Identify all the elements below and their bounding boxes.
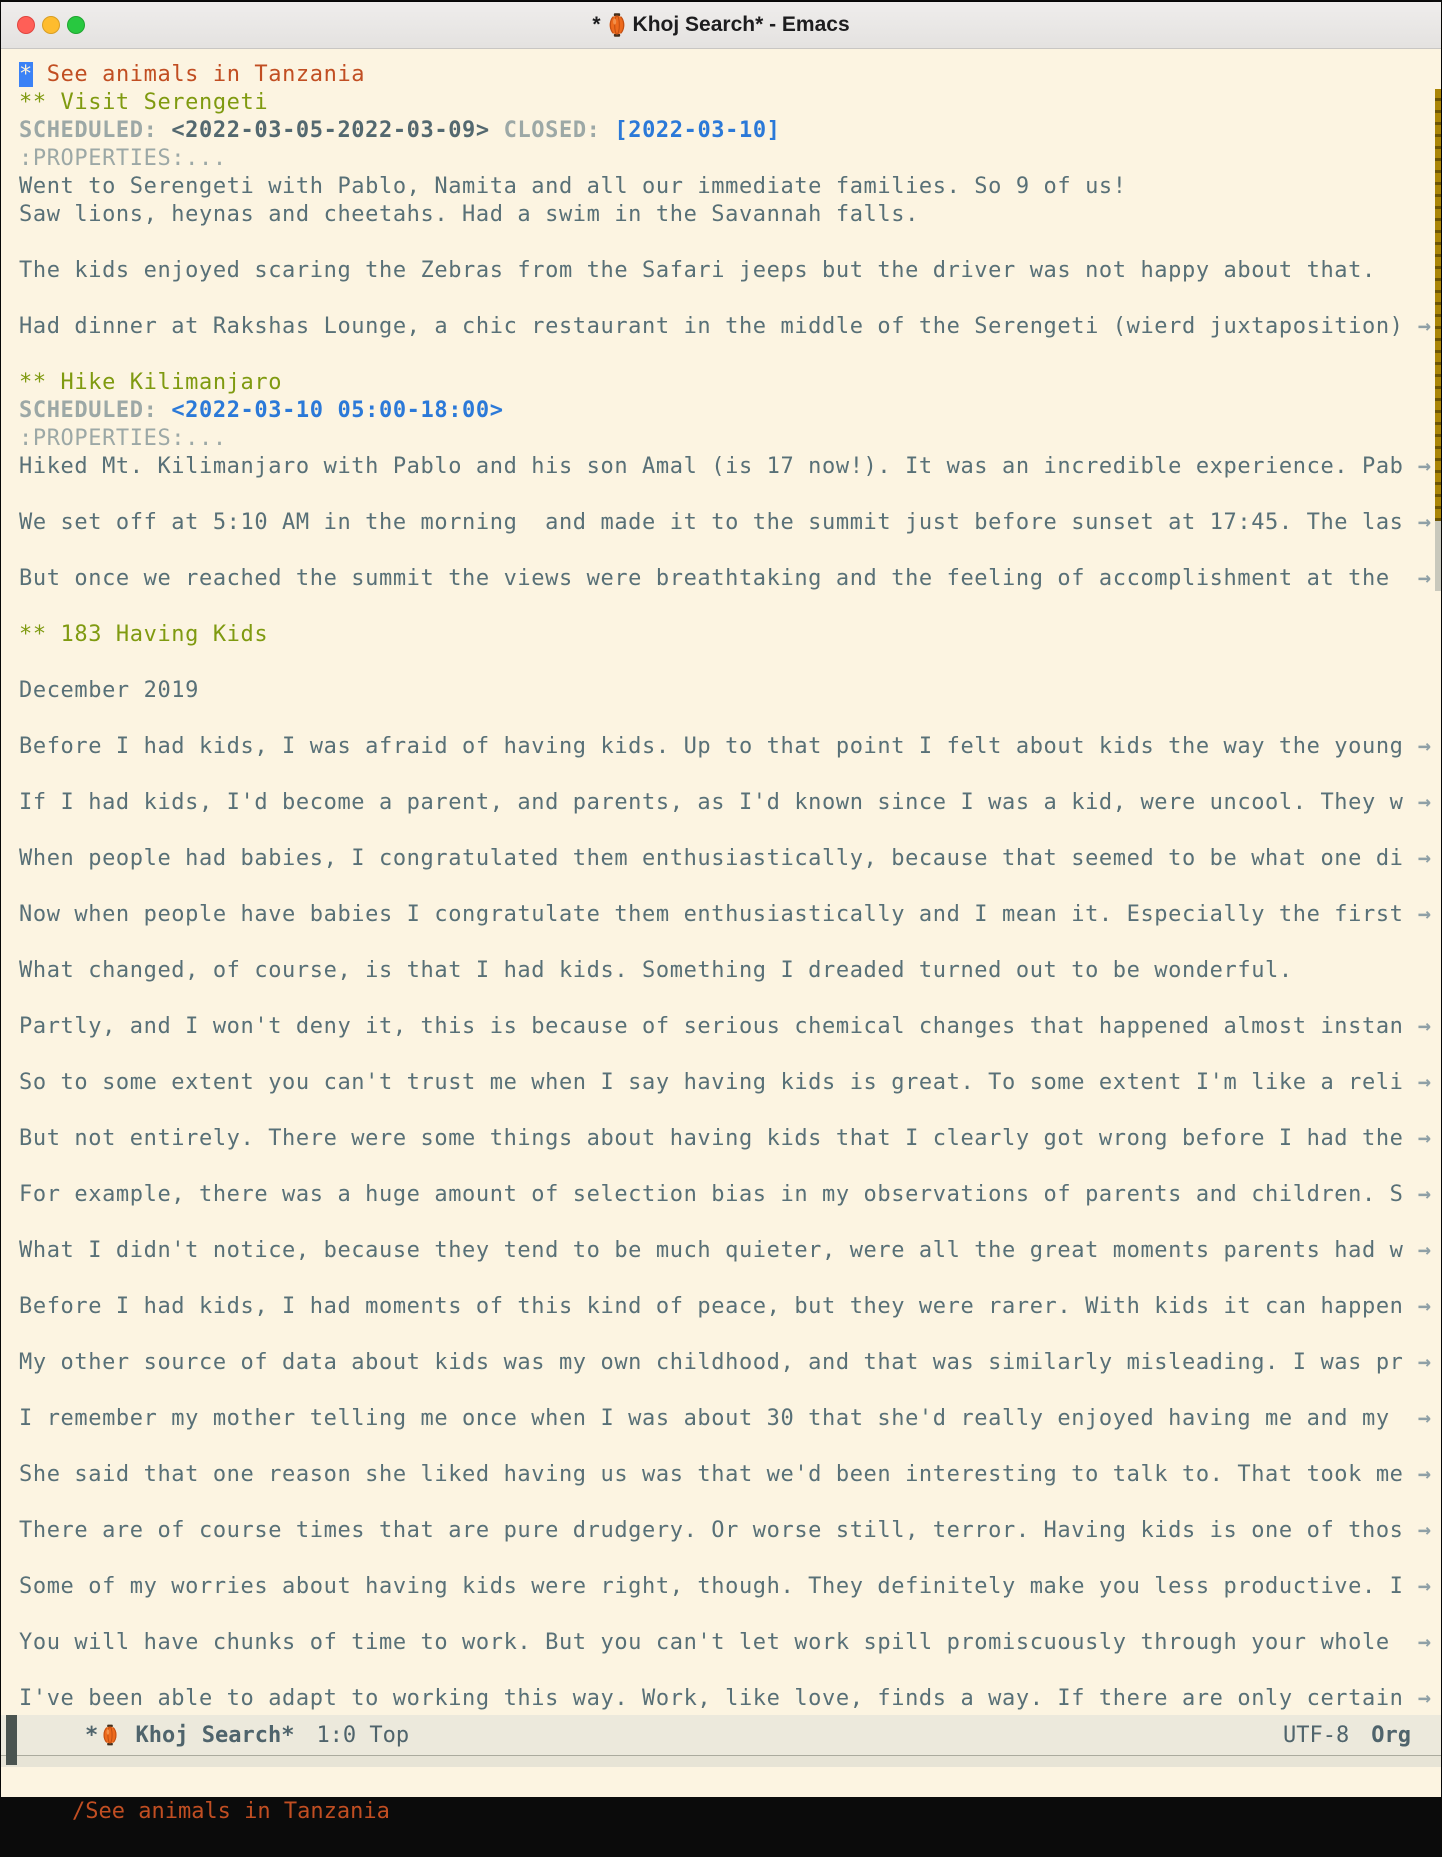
modeline-encoding[interactable]: UTF-8 — [1283, 1722, 1350, 1748]
truncation-arrow-icon: → — [1417, 1574, 1431, 1599]
buffer-line[interactable] — [1, 313, 1441, 341]
buffer-line[interactable] — [1, 509, 1441, 537]
buffer-line[interactable] — [1, 145, 1441, 173]
modeline-lower-band — [1, 1756, 1441, 1767]
text-segment: We set off at 5:10 AM in the morning and made it to the summit just before sunset at 17:45. The las — [19, 510, 1404, 535]
text-segment: :PROPERTIES:... — [19, 426, 227, 451]
modeline-right — [1283, 1715, 1411, 1755]
buffer-line[interactable] — [1, 593, 1441, 621]
text-segment: So to some extent you can't trust me when I say having kids is great. To some extent I'm like a reli — [19, 1070, 1404, 1095]
window-title — [592, 13, 849, 37]
text-segment — [157, 118, 171, 143]
text-segment: But not entirely. There were some things about having kids that I clearly got wrong before I had the — [19, 1126, 1404, 1151]
text-segment: :PROPERTIES:... — [19, 146, 227, 171]
text-segment: Went to Serengeti with Pablo, Namita and all our immediate families. So 9 of us! — [19, 174, 1127, 199]
buffer-line[interactable] — [1, 117, 1441, 145]
buffer-line[interactable] — [1, 89, 1441, 117]
text-segment: SCHEDULED: — [19, 398, 158, 423]
modeline-cursor-position: 1:0 Top — [316, 1722, 410, 1748]
truncation-arrow-icon: → — [1417, 734, 1431, 759]
buffer-line[interactable] — [1, 565, 1441, 593]
modeline-major-mode[interactable]: Org — [1371, 1722, 1411, 1748]
buffer-line[interactable] — [1, 1685, 1441, 1713]
truncation-arrow-icon: → — [1417, 510, 1431, 535]
buffer-line[interactable] — [1, 1657, 1441, 1685]
truncation-arrow-icon: → — [1417, 1350, 1431, 1375]
truncation-arrow-icon: → — [1417, 1462, 1431, 1487]
minibuffer-text: /See animals in Tanzania — [71, 1799, 390, 1824]
buffer-line[interactable] — [1, 1461, 1441, 1489]
window-title-text: Khoj Search* - Emacs — [632, 13, 850, 36]
truncation-arrow-icon: → — [1417, 454, 1431, 479]
buffer-line[interactable] — [1, 845, 1441, 873]
buffer-line[interactable] — [1, 341, 1441, 369]
text-segment: [2022-03-10] — [614, 118, 781, 143]
buffer-line[interactable] — [1, 901, 1441, 929]
text-segment: What I didn't notice, because they tend to be much quieter, were all the great moments parents had w — [19, 1238, 1404, 1263]
text-segment: ** Hike Kilimanjaro — [19, 370, 283, 395]
minibuffer[interactable] — [1, 1767, 1441, 1824]
close-button[interactable] — [17, 16, 35, 34]
lantern-icon — [102, 1724, 118, 1746]
truncation-arrow-icon: → — [1417, 566, 1431, 591]
truncation-arrow-icon: → — [1417, 1294, 1431, 1319]
truncation-arrow-icon: → — [1417, 1686, 1431, 1711]
text-segment: Some of my worries about having kids were right, though. They definitely make you less productive. I — [19, 1574, 1404, 1599]
text-segment — [490, 118, 504, 143]
text-segment: <2022-03-10 05:00-18:00> — [171, 398, 504, 423]
buffer-line[interactable] — [1, 1125, 1441, 1153]
buffer-line[interactable] — [1, 285, 1441, 313]
buffer-line[interactable] — [1, 1489, 1441, 1517]
text-segment: When people had babies, I congratulated them enthusiastically, because that seemed to be what one di — [19, 846, 1404, 871]
buffer-line[interactable] — [1, 929, 1441, 957]
text-segment: What changed, of course, is that I had kids. Something I dreaded turned out to be wonderful. — [19, 958, 1293, 983]
buffer-line[interactable] — [1, 1377, 1441, 1405]
text-segment — [601, 118, 615, 143]
traffic-lights — [17, 2, 85, 48]
buffer-line[interactable] — [1, 789, 1441, 817]
buffer-line[interactable] — [1, 649, 1441, 677]
buffer-line[interactable] — [1, 61, 1441, 89]
buffer-line[interactable] — [1, 817, 1441, 845]
modeline-left-bar — [6, 1715, 17, 1765]
text-segment: ** Visit Serengeti — [19, 90, 269, 115]
text-segment: I remember my mother telling me once when I was about 30 that she'd really enjoyed having me and my — [19, 1406, 1404, 1431]
buffer-line[interactable] — [1, 173, 1441, 201]
buffer-lines — [1, 49, 1441, 1713]
buffer-line[interactable] — [1, 369, 1441, 397]
buffer-line[interactable] — [1, 1349, 1441, 1377]
text-segment: Now when people have babies I congratulate them enthusiastically and I mean it. Especially the first — [19, 902, 1404, 927]
text-segment: Before I had kids, I was afraid of having kids. Up to that point I felt about kids the way the young — [19, 734, 1404, 759]
buffer-line[interactable] — [1, 873, 1441, 901]
truncation-arrow-icon: → — [1417, 1238, 1431, 1263]
buffer-line[interactable] — [1, 1181, 1441, 1209]
minimize-button[interactable] — [42, 16, 60, 34]
text-segment — [157, 398, 171, 423]
truncation-arrow-icon: → — [1417, 1406, 1431, 1431]
buffer-line[interactable] — [1, 1545, 1441, 1573]
buffer-line[interactable] — [1, 201, 1441, 229]
text-cursor: * — [19, 62, 33, 87]
buffer-line[interactable] — [1, 1405, 1441, 1433]
buffer-line[interactable] — [1, 1013, 1441, 1041]
truncation-arrow-icon: → — [1417, 1630, 1431, 1655]
modeline-left — [85, 1715, 409, 1755]
text-segment — [33, 62, 47, 87]
truncation-arrow-icon: → — [1417, 1126, 1431, 1151]
text-segment: ** 183 Having Kids — [19, 622, 269, 647]
buffer-line[interactable] — [1, 229, 1441, 257]
buffer-line[interactable] — [1, 1041, 1441, 1069]
window-title-prefix: * — [592, 13, 601, 36]
buffer-line[interactable] — [1, 425, 1441, 453]
buffer-line[interactable] — [1, 1573, 1441, 1601]
truncation-arrow-icon: → — [1417, 1182, 1431, 1207]
text-segment: But once we reached the summit the views were breathtaking and the feeling of accomplishment at the — [19, 566, 1404, 591]
buffer-line[interactable] — [1, 621, 1441, 649]
text-segment: SCHEDULED: — [19, 118, 158, 143]
buffer-line[interactable] — [1, 957, 1441, 985]
buffer-line[interactable] — [1, 1153, 1441, 1181]
modeline-buffer-name-text: Khoj Search* — [122, 1722, 295, 1748]
buffer-line[interactable] — [1, 1097, 1441, 1125]
text-segment: My other source of data about kids was my own childhood, and that was similarly misleading. I was pr — [19, 1350, 1404, 1375]
buffer-line[interactable] — [1, 537, 1441, 565]
buffer-line[interactable] — [1, 257, 1441, 285]
truncation-arrow-icon: → — [1417, 1070, 1431, 1095]
buffer-line[interactable] — [1, 1321, 1441, 1349]
truncation-arrow-icon: → — [1417, 846, 1431, 871]
text-segment: Before I had kids, I had moments of this kind of peace, but they were rarer. With kids it can happen — [19, 1294, 1404, 1319]
truncation-arrow-icon: → — [1417, 1014, 1431, 1039]
truncation-arrow-icon: → — [1417, 1518, 1431, 1543]
text-segment: December 2019 — [19, 678, 199, 703]
truncation-arrow-icon: → — [1417, 790, 1431, 815]
buffer-line[interactable] — [1, 1069, 1441, 1097]
buffer-line[interactable] — [1, 1237, 1441, 1265]
buffer-line[interactable] — [1, 1209, 1441, 1237]
titlebar[interactable] — [1, 2, 1441, 49]
truncation-arrow-icon: → — [1417, 902, 1431, 927]
buffer-line[interactable] — [1, 761, 1441, 789]
buffer-line[interactable] — [1, 1265, 1441, 1293]
text-segment: The kids enjoyed scaring the Zebras from the Safari jeeps but the driver was not happy about that. — [19, 258, 1376, 283]
buffer-line[interactable] — [1, 1629, 1441, 1657]
buffer-line[interactable] — [1, 397, 1441, 425]
buffer-line[interactable] — [1, 1601, 1441, 1629]
zoom-button[interactable] — [67, 16, 85, 34]
text-segment: You will have chunks of time to work. But you can't let work spill promiscuously through your whole — [19, 1630, 1404, 1655]
text-segment: Partly, and I won't deny it, this is because of serious chemical changes that happened almost instan — [19, 1014, 1404, 1039]
text-segment: Hiked Mt. Kilimanjaro with Pablo and his son Amal (is 17 now!). It was an incredible experience. Pab — [19, 454, 1404, 479]
text-segment: See animals in Tanzania — [46, 62, 366, 87]
modeline — [1, 1715, 1441, 1767]
text-segment: CLOSED: — [503, 118, 601, 143]
modeline-star: * — [85, 1722, 99, 1748]
lantern-icon — [608, 13, 626, 37]
buffer-line[interactable] — [1, 985, 1441, 1013]
text-segment: I've been able to adapt to working this way. Work, like love, finds a way. If there are only certain — [19, 1686, 1404, 1711]
text-segment: There are of course times that are pure drudgery. Or worse still, terror. Having kids is one of thos — [19, 1518, 1404, 1543]
buffer-line[interactable] — [1, 705, 1441, 733]
truncation-arrow-icon: → — [1417, 314, 1431, 339]
text-segment: Saw lions, heynas and cheetahs. Had a swim in the Savannah falls. — [19, 202, 919, 227]
buffer-line[interactable] — [1, 677, 1441, 705]
khoj-search-buffer[interactable] — [1, 49, 1441, 1715]
buffer-line[interactable] — [1, 481, 1441, 509]
buffer-line[interactable] — [1, 1293, 1441, 1321]
buffer-line[interactable] — [1, 733, 1441, 761]
buffer-line[interactable] — [1, 1517, 1441, 1545]
text-segment: For example, there was a huge amount of selection bias in my observations of parents and children. S — [19, 1182, 1404, 1207]
text-segment: If I had kids, I'd become a parent, and parents, as I'd known since I was a kid, were uncool. They w — [19, 790, 1404, 815]
buffer-line[interactable] — [1, 1433, 1441, 1461]
modeline-buffer-name[interactable] — [85, 1723, 294, 1748]
text-segment: <2022-03-05-2022-03-09> — [171, 118, 490, 143]
emacs-window — [1, 2, 1441, 1824]
text-segment: Had dinner at Rakshas Lounge, a chic restaurant in the middle of the Serengeti (wierd juxtaposition) — [19, 314, 1404, 339]
text-segment: She said that one reason she liked having us was that we'd been interesting to talk to. That took me — [19, 1462, 1404, 1487]
buffer-line[interactable] — [1, 453, 1441, 481]
